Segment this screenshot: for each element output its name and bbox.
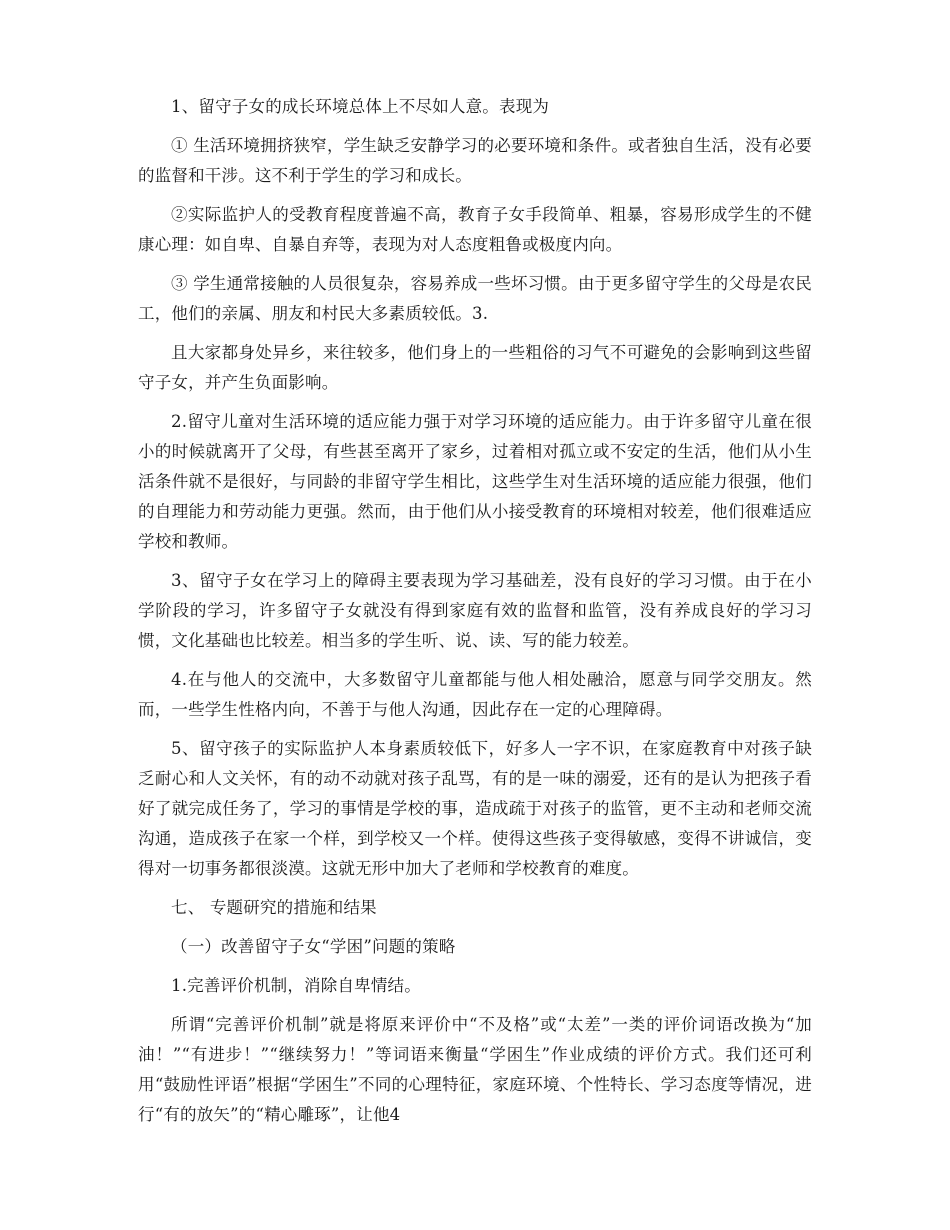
paragraph-communication: 4.在与他人的交流中，大多数留守儿童都能与他人相处融洽，愿意与同学交朋友。然而，一些学生性格内向，不善于与他人沟通，因此存在一定的心理障碍。	[138, 670, 812, 719]
paragraph-guardian-quality: 5、留守孩子的实际监护人本身素质较低下，好多人一字不识，在家庭教育中对孩子缺乏耐心和人文关怀，有的动不动就对孩子乱骂，有的是一味的溺爱，还有的是认为把孩子看好了就完成任务了，学习的事情是学校的事，造成疏于对孩子的监管，更不主动和老师交流沟通，造成孩子在家一个样，到学校又一个样。使得这些孩子变得敏感，变得不讲诚信，变得对一切事务都很淡漠。这就无形中加大了老师和学校教育的难度。	[138, 739, 812, 878]
paragraph-adaptability: 2.留守儿童对生活环境的适应能力强于对学习环境的适应能力。由于许多留守儿童在很小的时候就离开了父母，有些甚至离开了家乡，过着相对孤立或不安定的生活，他们从小生活条件就不是很好，与同龄的非留守学生相比，这些学生对生活环境的适应能力很强，他们的自理能力和劳动能力更强。然而，由于他们从小接受教育的环境相对较差，他们很难适应学校和教师。	[138, 412, 812, 551]
section-heading-measures: 七、 专题研究的措施和结果	[171, 898, 377, 917]
item-heading-evaluation: 1.完善评价机制，消除自卑情结。	[171, 976, 421, 995]
subsection-heading-strategy: （一）改善留守子女“学困”问题的策略	[171, 937, 456, 956]
paragraph-growth-environment: 1、留守子女的成长环境总体上不尽如人意。表现为	[171, 97, 550, 116]
paragraph-living-conditions: ① 生活环境拥挤狭窄，学生缺乏安静学习的必要环境和条件。或者独自生活，没有必要的监督和干涉。这不利于学生的学习和成长。	[138, 136, 812, 185]
paragraph-negative-influence: 且大家都身处异乡，来往较多，他们身上的一些粗俗的习气不可避免的会影响到这些留守子女，并产生负面影响。	[138, 343, 812, 392]
paragraph-social-contacts: ③ 学生通常接触的人员很复杂，容易养成一些坏习惯。由于更多留守学生的父母是农民工，他们的亲属、朋友和村民大多素质较低。3.	[138, 274, 812, 323]
paragraph-evaluation-mechanism: 所谓“完善评价机制”就是将原来评价中“不及格”或“太差”一类的评价词语改换为“加油！”“有进步！”“继续努力！”等词语来衡量“学困生”作业成绩的评价方式。我们还可利用“鼓励性评语”根据“学困生”不同的心理特征，家庭环境、个性特长、学习态度等情况，进行“有的放矢”的“精心雕琢”，让他4	[138, 1015, 812, 1124]
paragraph-guardian-education: ②实际监护人的受教育程度普遍不高，教育子女手段简单、粗暴，容易形成学生的不健康心理：如自卑、自暴自弃等，表现为对人态度粗鲁或极度内向。	[138, 205, 812, 254]
paragraph-learning-obstacles: 3、留守子女在学习上的障碍主要表现为学习基础差，没有良好的学习习惯。由于在小学阶段的学习，许多留守子女就没有得到家庭有效的监督和监管，没有养成良好的学习习惯，文化基础也比较差。相当多的学生听、说、读、写的能力较差。	[138, 571, 812, 650]
